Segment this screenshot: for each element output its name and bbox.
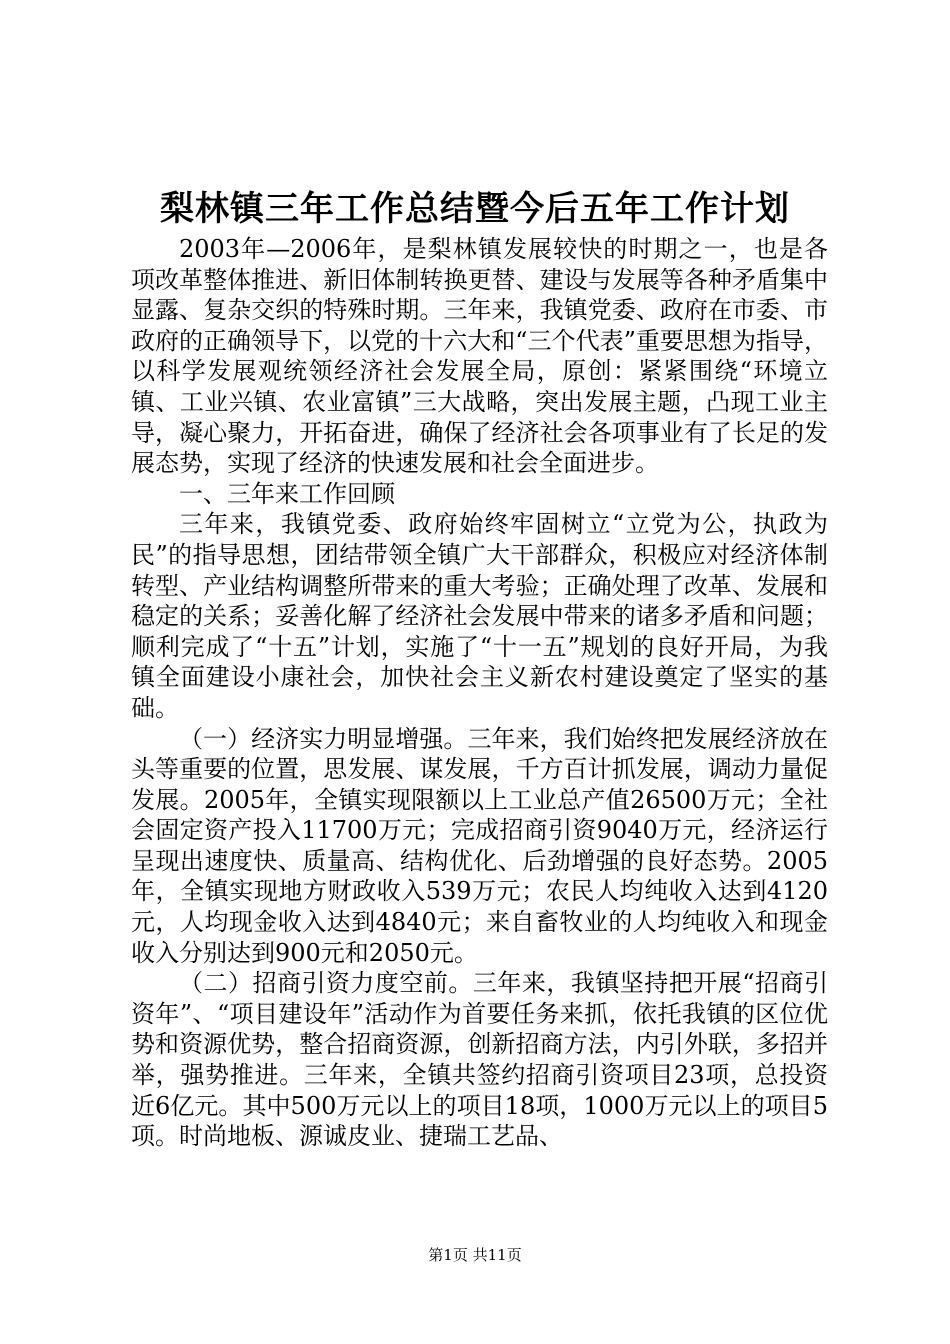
document-title: 梨林镇三年工作总结暨今后五年工作计划 — [160, 189, 790, 229]
paragraph-review: 三年来，我镇党委、政府始终牢固树立“立党为公，执政为民”的指导思想，团结带领全镇广大干部群众，积极应对经济体制转型、产业结构调整所带来的重大考验；正确处理了改革、发展和稳定的关系；妥善化解了经济社会发展中带来的诸多矛盾和问题；顺利完成了“十五”计划，实施了“十一五”规划的良好开局，为我镇全面建设小康社会，加快社会主义新农村建设奠定了坚实的基础。 — [131, 510, 828, 722]
page-number-footer: 第1页 共11页 — [428, 1246, 522, 1264]
paragraph-investment: （二）招商引资力度空前。三年来，我镇坚持把开展“招商引资年”、“项目建设年”活动作为首要任务来抓，依托我镇的区位优势和资源优势，整合招商资源，创新招商方法，内引外联，多招并举，强势推进。三年来，全镇共签约招商引资项目23项，总投资近6亿元。其中500万元以上的项目18项，1000万元以上的项目5项。时尚地板、源诚皮业、捷瑞工艺品、 — [131, 969, 828, 1151]
document-body — [131, 234, 828, 1152]
paragraph-economy: （一）经济实力明显增强。三年来，我们始终把发展经济放在头等重要的位置，思发展、谋发展，千方百计抓发展，调动力量促发展。2005年，全镇实现限额以上工业总产值26500万元；全社会固定资产投入11700万元；完成招商引资9040万元，经济运行呈现出速度快、质量高、结构优化、后劲增强的良好态势。2005年，全镇实现地方财政收入539万元；农民人均纯收入达到4120元，人均现金收入达到4840元；来自畜牧业的人均纯收入和现金收入分别达到900元和2050元。 — [131, 724, 828, 967]
section-heading: 一、三年来工作回顾 — [179, 479, 395, 508]
paragraph-intro: 2003年—2006年，是梨林镇发展较快的时期之一，也是各项改革整体推进、新旧体制转换更替、建设与发展等各种矛盾集中显露、复杂交织的特殊时期。三年来，我镇党委、政府在市委、市政府的正确领导下，以党的十六大和“三个代表”重要思想为指导，以科学发展观统领经济社会发展全局，原创：紧紧围绕“环境立镇、工业兴镇、农业富镇”三大战略，突出发展主题，凸现工业主导，凝心聚力，开拓奋进，确保了经济社会各项事业有了长足的发展态势，实现了经济的快速发展和社会全面进步。 — [131, 235, 828, 478]
